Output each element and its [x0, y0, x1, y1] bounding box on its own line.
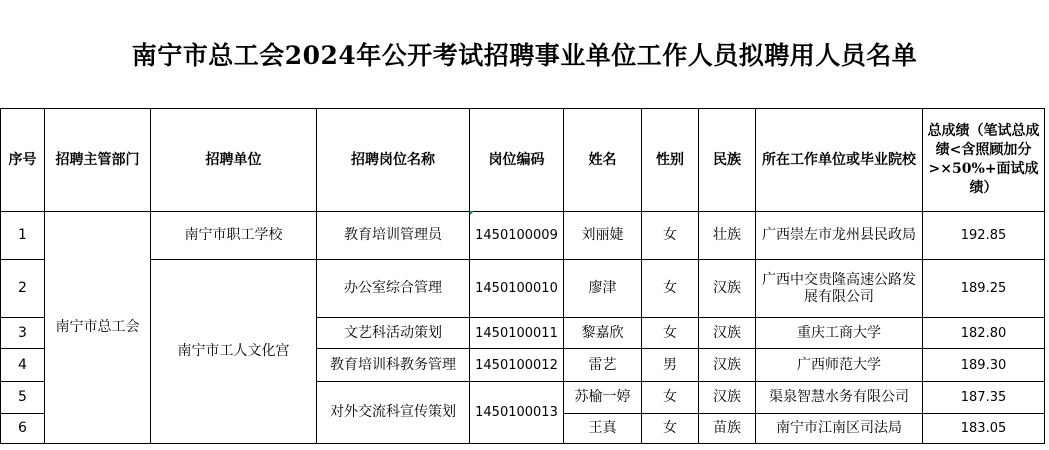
cell-seq[interactable]: 4	[1, 349, 45, 382]
cell-name[interactable]: 雷艺	[564, 349, 642, 382]
cell-org[interactable]: 渠泉智慧水务有限公司	[756, 382, 923, 414]
cell-gender[interactable]: 女	[642, 212, 699, 260]
header-score: 总成绩（笔试总成绩<含照顾加分>×50%+面试成绩）	[923, 109, 1045, 212]
cell-comment-marker	[470, 211, 474, 215]
header-org: 所在工作单位或毕业院校	[756, 109, 923, 212]
cell-seq[interactable]: 5	[1, 382, 45, 414]
cell-ethnic[interactable]: 汉族	[699, 349, 756, 382]
cell-score[interactable]: 189.25	[923, 260, 1045, 318]
cell-score[interactable]: 187.35	[923, 382, 1045, 414]
cell-post[interactable]: 办公室综合管理	[317, 260, 470, 318]
cell-gender[interactable]: 女	[642, 318, 699, 349]
cell-code[interactable]: 1450100009	[470, 212, 564, 260]
header-post: 招聘岗位名称	[317, 109, 470, 212]
cell-code[interactable]: 1450100011	[470, 318, 564, 349]
cell-post[interactable]: 对外交流科宣传策划	[317, 382, 470, 444]
cell-post[interactable]: 文艺科活动策划	[317, 318, 470, 349]
cell-ethnic[interactable]: 汉族	[699, 260, 756, 318]
cell-org[interactable]: 广西崇左市龙州县民政局	[756, 212, 923, 260]
cell-unit[interactable]: 南宁市职工学校	[151, 212, 317, 260]
table-header-row	[1, 109, 1045, 212]
cell-ethnic[interactable]: 汉族	[699, 318, 756, 349]
cell-org[interactable]: 重庆工商大学	[756, 318, 923, 349]
cell-dept[interactable]: 南宁市总工会	[45, 212, 151, 444]
cell-seq[interactable]: 2	[1, 260, 45, 318]
cell-code[interactable]: 1450100010	[470, 260, 564, 318]
cell-gender[interactable]: 女	[642, 260, 699, 318]
header-seq: 序号	[1, 109, 45, 212]
cell-org[interactable]: 广西师范大学	[756, 349, 923, 382]
cell-org[interactable]: 南宁市江南区司法局	[756, 414, 923, 444]
table-row	[1, 212, 1045, 260]
cell-code[interactable]: 1450100012	[470, 349, 564, 382]
cell-seq[interactable]: 1	[1, 212, 45, 260]
cell-gender[interactable]: 女	[642, 382, 699, 414]
cell-ethnic[interactable]: 苗族	[699, 414, 756, 444]
cell-seq[interactable]: 6	[1, 414, 45, 444]
cell-score[interactable]: 192.85	[923, 212, 1045, 260]
header-gender: 性别	[642, 109, 699, 212]
cell-code[interactable]: 1450100013	[470, 382, 564, 444]
cell-score[interactable]: 189.30	[923, 349, 1045, 382]
header-unit: 招聘单位	[151, 109, 317, 212]
cell-unit[interactable]: 南宁市工人文化宫	[151, 260, 317, 444]
cell-gender[interactable]: 男	[642, 349, 699, 382]
cell-name[interactable]: 刘丽婕	[564, 212, 642, 260]
cell-post[interactable]: 教育培训管理员	[317, 212, 470, 260]
cell-score[interactable]: 183.05	[923, 414, 1045, 444]
header-dept: 招聘主管部门	[45, 109, 151, 212]
header-code: 岗位编码	[470, 109, 564, 212]
candidate-table	[0, 108, 1045, 444]
cell-name[interactable]: 廖津	[564, 260, 642, 318]
cell-score[interactable]: 182.80	[923, 318, 1045, 349]
cell-gender[interactable]: 女	[642, 414, 699, 444]
header-ethnic: 民族	[699, 109, 756, 212]
cell-seq[interactable]: 3	[1, 318, 45, 349]
cell-post[interactable]: 教育培训科教务管理	[317, 349, 470, 382]
cell-ethnic[interactable]: 壮族	[699, 212, 756, 260]
cell-org[interactable]: 广西中交贵隆高速公路发展有限公司	[756, 260, 923, 318]
page-title: 南宁市总工会2024年公开考试招聘事业单位工作人员拟聘用人员名单	[131, 41, 918, 70]
table-row	[1, 260, 1045, 318]
header-name: 姓名	[564, 109, 642, 212]
cell-name[interactable]: 苏榆一婷	[564, 382, 642, 414]
cell-ethnic[interactable]: 汉族	[699, 382, 756, 414]
cell-name[interactable]: 王真	[564, 414, 642, 444]
cell-name[interactable]: 黎嘉欣	[564, 318, 642, 349]
